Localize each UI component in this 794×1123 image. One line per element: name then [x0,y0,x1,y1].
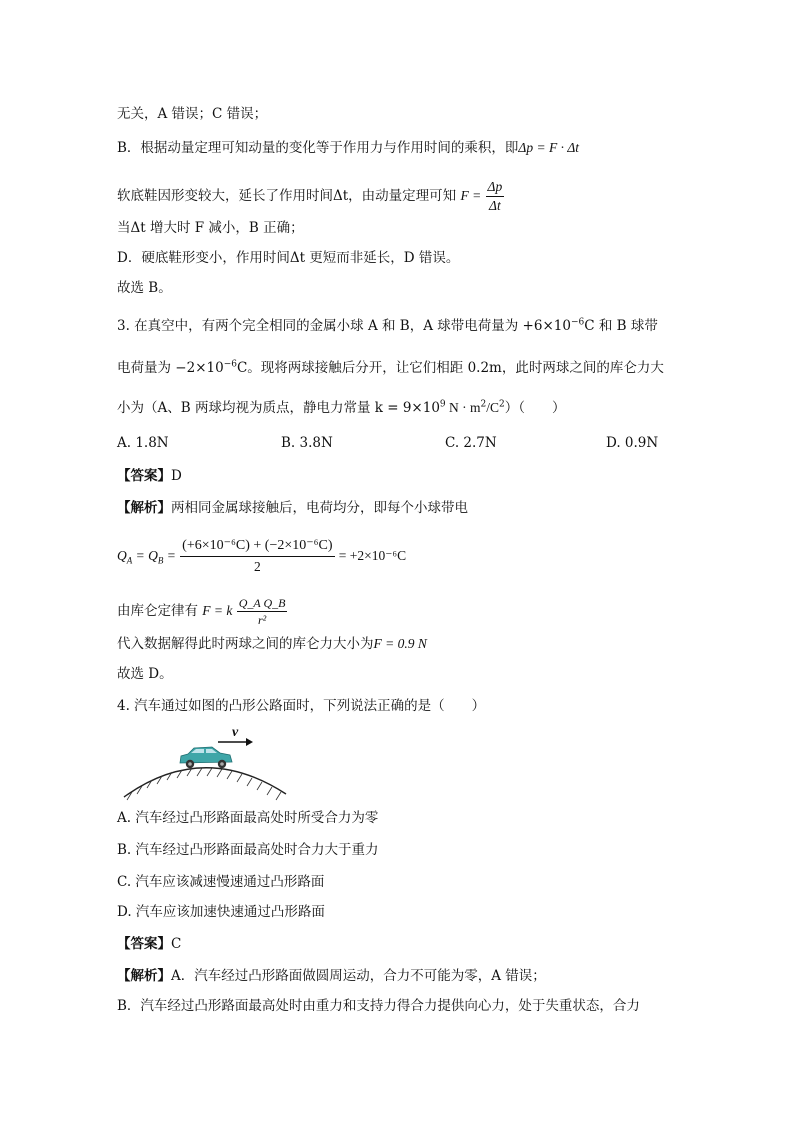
fraction-numerator: Q_A Q_B [238,596,286,610]
option-c: C. 2.7N [445,435,497,451]
option-d: D. 汽车应该加速快速通过凸形路面 [117,904,325,920]
question-3-stem [117,358,664,378]
convex-road-figure [118,722,298,802]
fraction [237,595,288,628]
text-segment: ）（ ） [504,400,566,416]
option-b: B. 汽车经过凸形路面最高处时合力大于重力 [117,842,379,858]
text-segment: C。现将两球接触后分开，让它们相距 0.2m，此时两球之间的库仑力大 [236,360,664,376]
option-b: B. 3.8N [281,435,333,451]
answer-tag: 【答案】 [117,936,171,952]
fraction-denominator: 2 [180,556,334,577]
math-inline: F = [460,188,482,203]
answer-value: C [171,936,182,952]
answer-line [117,934,181,954]
fraction-numerator: Δp [487,179,503,194]
answer-line [117,466,182,486]
text-segment: N · m [445,400,481,415]
text-segment: 3. 在真空中，有两个完全相同的金属小球 A 和 B，A 球带电荷量为 +6×10 [117,318,571,334]
answer-tag: 【答案】 [117,468,171,484]
road-diagram [118,722,298,802]
superscript: −6 [570,317,585,328]
option-a: A. 1.8N [117,435,169,451]
superscript: 2 [480,399,487,410]
math-inline: F = k [202,603,233,618]
math-inline: = Q [132,548,158,563]
text-segment: 由库仑定律有 [117,603,198,619]
math-inline: = +2×10⁻⁶C [338,548,407,563]
superscript: −6 [223,359,237,370]
text-line: 故选 D。 [117,666,173,682]
analysis-tag: 【解析】 [117,500,171,516]
fraction [486,178,505,215]
analysis-line [117,966,546,986]
text-line: 当Δt 增大时 F 减小，B 正确； [117,220,304,236]
text-segment: 小为（A、B 两球均视为质点，静电力常量 k = 9×10 [117,400,440,416]
text-line [117,592,287,630]
text-line [117,138,579,158]
option-a: A. 汽车经过凸形路面最高处时所受合力为零 [117,810,379,826]
fraction [180,536,334,577]
question-4-stem: 4. 汽车通过如图的凸形公路面时，下列说法正确的是（ ） [117,698,486,714]
analysis-tag: 【解析】 [117,968,171,984]
question-3-stem [117,398,566,418]
question-3-stem [117,316,658,336]
text-line: D．硬底鞋形变小，作用时间Δt 更短而非延长，D 错误。 [117,250,460,266]
text-line [117,634,427,654]
text-segment: C 和 B 球带 [584,318,658,334]
math-inline: Δp = F · Δt [518,140,580,155]
answer-value: D [171,468,182,484]
superscript: 9 [439,399,446,410]
car-icon [180,747,232,768]
analysis-line [117,498,468,518]
text-segment: 电荷量为 −2×10 [117,360,224,376]
option-c: C. 汽车应该减速慢速通过凸形路面 [117,874,325,890]
fraction-numerator: (+6×10⁻⁶C) + (−2×10⁻⁶C) [182,538,333,553]
text-line [117,176,504,216]
superscript: 2 [499,399,505,410]
fraction-denominator: r² [237,611,288,628]
subscript: B [157,555,164,566]
velocity-label: v [232,725,239,740]
text-line: 故选 B。 [117,280,172,296]
analysis-line: B．汽车经过凸形路面最高处时由重力和支持力得合力提供向心力，处于失重状态，合力 [117,998,640,1014]
math-inline: Q [117,548,127,563]
fraction-denominator: Δt [486,196,505,215]
text-segment: 软底鞋因形变较大，延长了作用时间Δt，由动量定理可知 [117,188,457,204]
text-segment: /C [486,400,500,415]
formula-line [117,534,406,578]
subscript: A [126,555,133,566]
road-hatching [127,768,281,800]
math-inline: F = 0.9 N [373,636,427,651]
option-d: D. 0.9N [606,435,659,451]
text-segment: A．汽车经过凸形路面做圆周运动，合力不可能为零，A 错误； [171,968,546,984]
text-segment: B．根据动量定理可知动量的变化等于作用力与作用时间的乘积，即 [117,140,519,156]
math-inline: = [163,548,176,563]
text-line: 无关，A 错误；C 错误； [117,106,268,122]
text-segment: 两相同金属球接触后，电荷均分，即每个小球带电 [171,500,468,516]
text-segment: 代入数据解得此时两球之间的库仑力大小为 [117,636,374,652]
